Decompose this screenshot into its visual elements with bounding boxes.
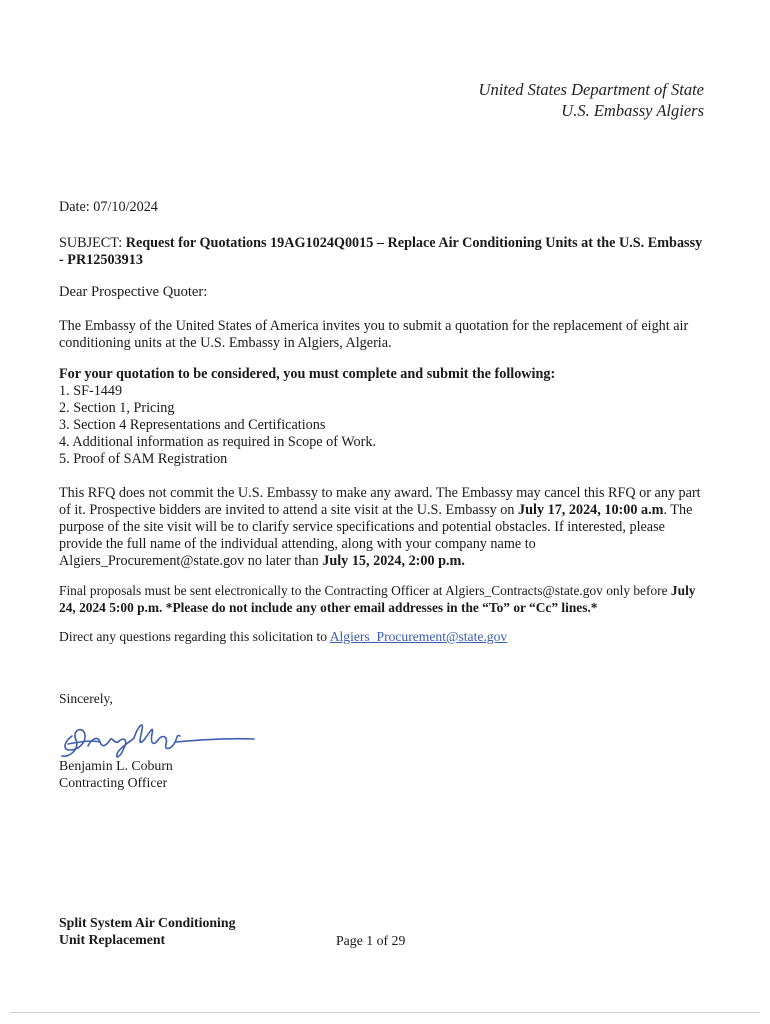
- letterhead-department: United States Department of State: [478, 80, 704, 99]
- requirements-heading: For your quotation to be considered, you must complete and submit the following:: [59, 366, 556, 382]
- attendee-deadline: July 15, 2024, 2:00 p.m.: [322, 553, 465, 569]
- letterhead-embassy: U.S. Embassy Algiers: [561, 101, 704, 120]
- subject-line: [59, 235, 709, 269]
- questions-paragraph: [59, 628, 709, 645]
- terms-text-2: . The purpose of the site visit will be to clarify service specifications and potential obstacles. If interested, please provide the full name of the individual attending, along with your company name to Algiers_Procurement@state.gov no later than: [59, 502, 693, 569]
- proposal-deadline: July 24, 2024 5:00 p.m.: [59, 583, 696, 615]
- closing: Sincerely,: [59, 691, 113, 706]
- list-item: 4. Additional information as required in Scope of Work.: [59, 434, 376, 450]
- email-note: *Please do not include any other email addresses in the “To” or “Cc” lines.*: [162, 600, 598, 615]
- subject-label: SUBJECT:: [59, 235, 126, 251]
- requirements-list: [59, 383, 709, 468]
- intro-paragraph: The Embassy of the United States of America invites you to submit a quotation for the replacement of eight air conditioning units at the U.S. Embassy in Algiers, Algeria.: [59, 318, 689, 351]
- letterhead: [479, 79, 704, 121]
- signer-name: Benjamin L. Coburn: [59, 758, 173, 773]
- final-proposals-paragraph: [59, 582, 709, 616]
- requirements-section: [59, 366, 709, 468]
- signature-image: [58, 706, 258, 762]
- terms-paragraph: [59, 485, 709, 570]
- page-number: Page 1 of 29: [336, 933, 406, 948]
- list-item: 2. Section 1, Pricing: [59, 400, 175, 416]
- footer-title-line-1: Split System Air Conditioning: [59, 915, 236, 930]
- site-visit-date: July 17, 2024, 10:00 a.m: [518, 502, 664, 518]
- questions-text: Direct any questions regarding this solicitation to: [59, 629, 330, 644]
- signer-block: [59, 757, 173, 791]
- letter-date: Date: 07/10/2024: [59, 199, 158, 215]
- list-item: 3. Section 4 Representations and Certifications: [59, 417, 326, 433]
- procurement-email-link[interactable]: Algiers_Procurement@state.gov: [329, 629, 508, 644]
- terms-text-1: This RFQ does not commit the U.S. Embassy to make any award. The Embassy may cancel this RFQ or any part of it. Prospective bidders are invited to attend a site visit at the U.S. Embassy on: [59, 485, 701, 518]
- subject-text: Request for Quotations 19AG1024Q0015 – Replace Air Conditioning Units at the U.S. Embassy - PR12503913: [59, 235, 703, 268]
- signer-title: Contracting Officer: [59, 775, 168, 790]
- list-item: 1. SF-1449: [59, 383, 123, 399]
- list-item: 5. Proof of SAM Registration: [59, 451, 228, 467]
- greeting: Dear Prospective Quoter:: [59, 284, 208, 300]
- bottom-divider: [10, 1012, 760, 1013]
- final-text: Final proposals must be sent electronically to the Contracting Officer at Algiers_Contracts@state.gov only before: [59, 583, 671, 598]
- footer-title: [59, 914, 235, 948]
- footer-title-line-2: Unit Replacement: [59, 932, 166, 947]
